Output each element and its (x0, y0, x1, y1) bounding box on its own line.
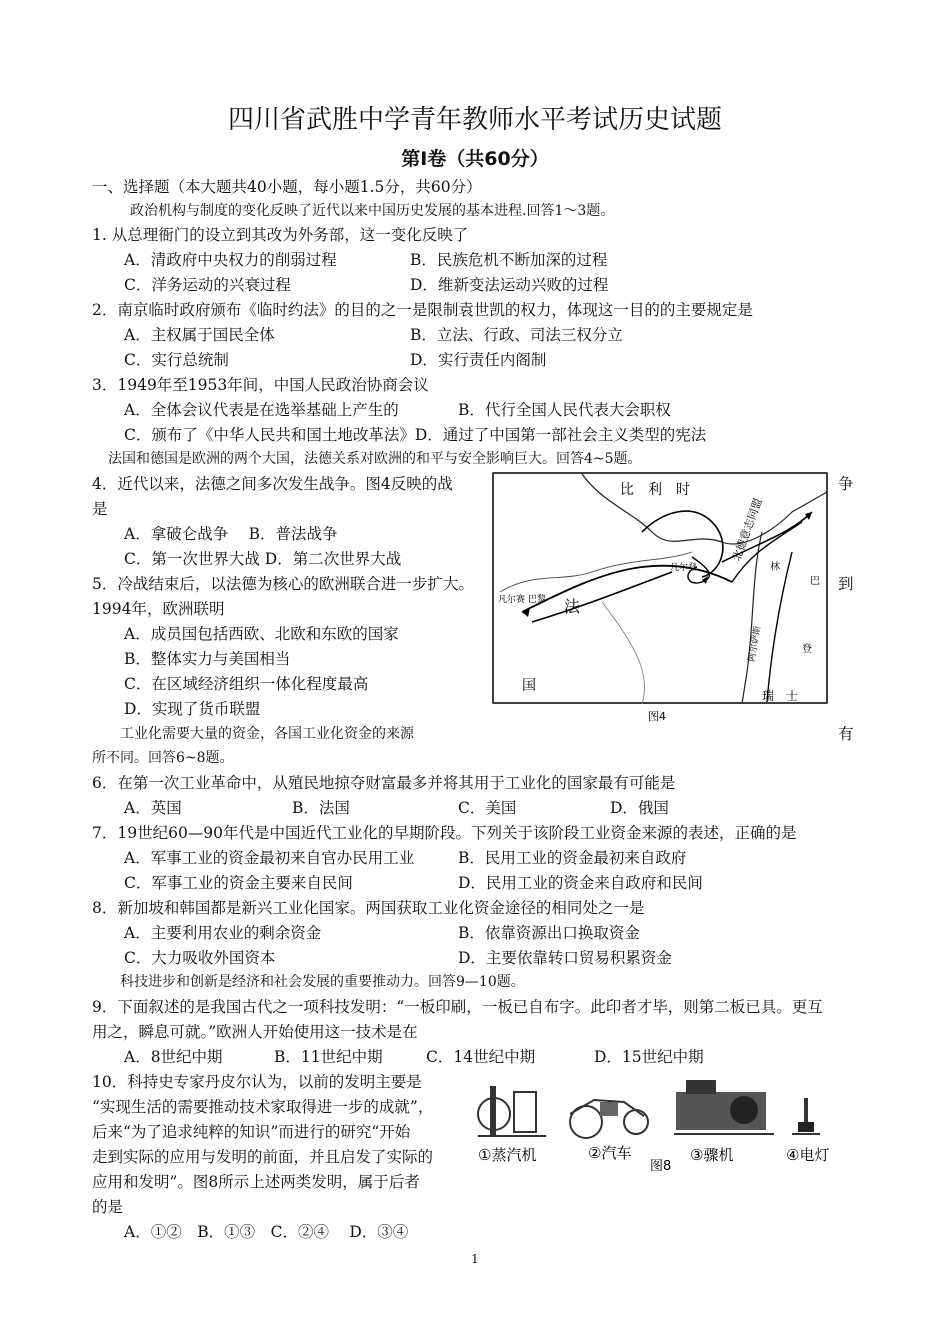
q10-line-3: 后来“为了追求纯粹的知识”而进行的研究“开始 (92, 1123, 411, 1141)
steam-engine-icon (478, 1086, 546, 1136)
q10-line-1: 10．科持史专家丹皮尔认为，以前的发明主要是 (92, 1073, 422, 1091)
label-germany-c: 登 (802, 644, 812, 655)
q5-option-a: A．成员国包括西欧、北欧和东欧的国家 (124, 625, 399, 643)
figure-8-label-1: ①蒸汽机 (478, 1146, 537, 1164)
q8-option-c: C．大力吸收外国资本 (124, 949, 276, 967)
q3-option-a: A．全体会议代表是在选举基础上产生的 (124, 401, 399, 419)
figure-8-inventions (474, 1072, 846, 1172)
q1-option-a: A．清政府中央权力的削弱过程 (124, 251, 337, 269)
label-germany-b: 巴 (810, 576, 820, 587)
label-germany-a: 林 (770, 562, 780, 573)
label-swiss: 瑞 士 (762, 689, 799, 703)
q2-stem: 2．南京临时政府颁布《临时约法》的目的之一是限制袁世凯的权力，体现这一目的的主要规定是 (92, 301, 753, 319)
q7-option-c: C．军事工业的资金主要来自民间 (124, 874, 353, 892)
q6-option-a: A．英国 (124, 799, 182, 817)
figure-8-label-4: ④电灯 (786, 1146, 830, 1164)
group-intro-3-end: 有 (838, 725, 854, 743)
label-alsace: 阿尔萨斯 (747, 625, 764, 663)
group-intro-3: 工业化需要大量的资金，各国工业化资金的来源 (120, 726, 414, 742)
q6-option-b: B．法国 (292, 799, 350, 817)
figure-8-label-2: ②汽车 (588, 1144, 632, 1162)
q4-stem: 4．近代以来，法德之间多次发生战争。图4反映的战 (92, 475, 453, 493)
q8-option-a: A．主要利用农业的剩余资金 (124, 924, 322, 942)
label-belgium: 比 利 时 (620, 482, 690, 498)
q4-stem-end: 争 (838, 475, 854, 493)
page-title: 四川省武胜中学青年教师水平考试历史试题 (227, 105, 722, 135)
q5-option-b: B．整体实力与美国相当 (124, 650, 291, 668)
q8-option-b: B．依靠资源出口换取资金 (458, 924, 640, 942)
q7-option-a: A．军事工业的资金最初来自官办民用工业 (124, 849, 415, 867)
q8-stem: 8．新加坡和韩国都是新兴工业化国家。两国获取工业化资金途径的相同处之一是 (92, 899, 645, 917)
q7-stem: 7．19世纪60—90年代是中国近代工业化的早期阶段。下列关于该阶段工业资金来源的表述，正确的是 (92, 824, 797, 842)
q5-option-c: C．在区域经济组织一体化程度最高 (124, 675, 369, 693)
q10-options: A．①② B．①③ C．②④ D．③④ (124, 1223, 409, 1241)
q4-option-ab: A．拿破仑战争 B．普法战争 (124, 525, 338, 543)
q5-stem-end: 到 (838, 575, 854, 593)
light-bulb-icon (792, 1098, 820, 1134)
figure-4-caption: 图4 (648, 710, 666, 723)
q1-option-b: B．民族危机不断加深的过程 (410, 251, 608, 269)
label-country: 国 (522, 678, 536, 694)
q9-option-b: B．11世纪中期 (274, 1048, 383, 1066)
label-plan: 北德意志同盟 (729, 496, 765, 563)
q7-option-d: D．民用工业的资金来自政府和民间 (458, 874, 703, 892)
q10-line-2: “实现生活的需要推动技术家取得进一步的成就”， (92, 1098, 434, 1116)
q10-line-4: 走到实际的应用与发明的前面，并且启发了实际的 (92, 1148, 434, 1166)
figure-8-caption: 图8 (650, 1159, 672, 1172)
group-intro-2: 法国和德国是欧洲的两个大国，法德关系对欧洲的和平与安全影响巨大。回答4~5题。 (108, 451, 642, 467)
q2-option-d: D．实行责任内阁制 (410, 351, 547, 369)
group-intro-3-cont: 所不同。回答6~8题。 (92, 750, 234, 766)
figure-8-label-3: ③骤机 (690, 1146, 734, 1164)
q5-stem: 5．冷战结束后，以法德为核心的欧洲联合进一步扩大。 (92, 575, 474, 593)
q2-option-b: B．立法、行政、司法三权分立 (410, 326, 623, 344)
q5-option-d: D．实现了货币联盟 (124, 700, 261, 718)
dynamo-icon (674, 1080, 774, 1134)
label-paris: 凡尔赛 巴黎 (498, 595, 546, 605)
q9-option-c: C．14世纪中期 (426, 1048, 536, 1066)
q6-option-d: D．俄国 (610, 799, 669, 817)
group-intro-1: 政治机构与制度的变化反映了近代以来中国历史发展的基本进程.回答1～3题。 (130, 203, 615, 219)
q9-stem: 9．下面叙述的是我国古代之一项科技发明：“一板印刷，一板已自布字。此印者才毕，则第二板已具。更互 (92, 998, 823, 1016)
q6-stem: 6．在第一次工业革命中，从殖民地掠夺财富最多并将其用于工业化的国家最有可能是 (92, 774, 676, 792)
q1-option-d: D．维新变法运动兴败的过程 (410, 276, 609, 294)
q3-stem: 3．1949年至1953年间，中国人民政治协商会议 (92, 376, 429, 394)
q9-option-a: A．8世纪中期 (124, 1048, 223, 1066)
q6-option-c: C．美国 (458, 799, 517, 817)
q3-option-cd: C．颁布了《中华人民共和国土地改革法》D．通过了中国第一部社会主义类型的宪法 (124, 426, 707, 444)
q8-option-d: D．主要依靠转口贸易积累资金 (458, 949, 672, 967)
car-icon (570, 1100, 648, 1138)
q1-stem: 1. 从总理衙门的设立到其改为外务部，这一变化反映了 (92, 226, 469, 244)
group-intro-4: 科技进步和创新是经济和社会发展的重要推动力。回答9—10题。 (120, 974, 525, 990)
q9-stem-cont: 用之，瞬息可就。”欧洲人开始使用这一技术是在 (92, 1023, 418, 1041)
q4-stem-cont: 是 (92, 500, 108, 518)
label-verdun: 凡尔登 (670, 563, 698, 573)
q1-option-c: C．洋务运动的兴衰过程 (124, 276, 291, 294)
q3-option-b: B．代行全国人民代表大会职权 (458, 401, 671, 419)
q2-option-c: C．实行总统制 (124, 351, 229, 369)
q2-option-a: A．主权属于国民全体 (124, 326, 275, 344)
q4-option-cd: C．第一次世界大战 D．第二次世界大战 (124, 550, 402, 568)
volume-subtitle: 第Ⅰ卷（共60分） (401, 148, 549, 170)
q10-line-6: 的是 (92, 1198, 124, 1216)
section-heading: 一、选择题（本大题共40小题，每小题1.5分，共60分） (92, 178, 482, 196)
q9-option-d: D．15世纪中期 (594, 1048, 704, 1066)
page-number: 1 (471, 1252, 479, 1266)
q7-option-b: B．民用工业的资金最初来自政府 (458, 849, 687, 867)
q10-line-5: 应用和发明”。图8所示上述两类发明，属于后者 (92, 1173, 420, 1191)
q5-stem-cont: 1994年，欧洲联明 (92, 600, 225, 618)
label-france: 法 (564, 597, 581, 616)
figure-4-map (492, 472, 830, 724)
